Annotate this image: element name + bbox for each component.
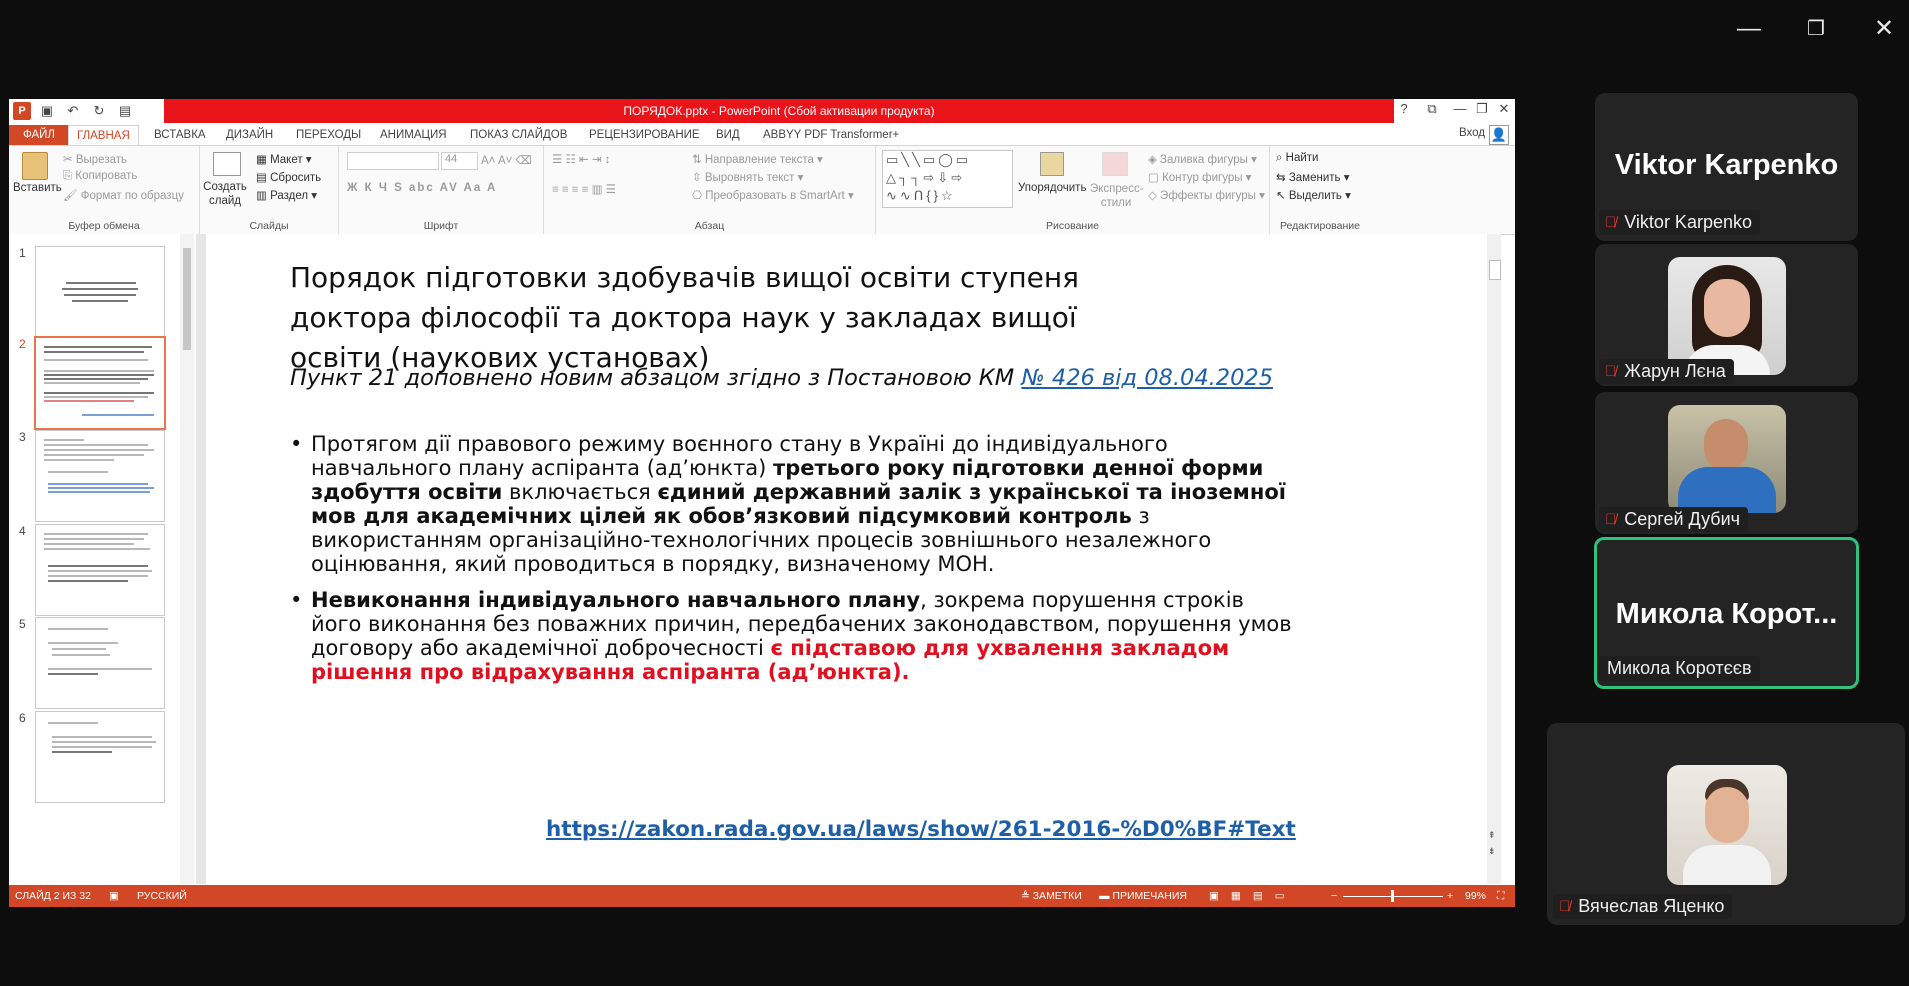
user-avatar-icon[interactable]: 👤 bbox=[1489, 125, 1509, 145]
tab-insert[interactable]: ВСТАВКА bbox=[154, 129, 206, 141]
copy-button[interactable] bbox=[63, 170, 137, 183]
close-button[interactable]: ✕ bbox=[1873, 15, 1895, 42]
replace-label: Заменить bbox=[1288, 172, 1341, 184]
cut-label: Вырезать bbox=[75, 154, 127, 166]
shadow-button[interactable]: S bbox=[394, 182, 404, 194]
paragraph-label: Абзац bbox=[694, 220, 725, 232]
change-case-button[interactable]: Aa bbox=[463, 182, 483, 194]
participant-tile[interactable] bbox=[1595, 244, 1858, 386]
zoom-level[interactable]: 99% bbox=[1465, 890, 1487, 902]
comment-icon: ▬ bbox=[1099, 890, 1113, 902]
tab-animation[interactable]: АНИМАЦИЯ bbox=[380, 129, 447, 141]
thumb-number: 1 bbox=[19, 246, 26, 260]
fill-label: Заливка фигуры bbox=[1160, 154, 1248, 166]
thumbnail-slide-2[interactable] bbox=[34, 336, 166, 430]
avatar-face bbox=[1704, 279, 1750, 337]
tab-review[interactable]: РЕЦЕНЗИРОВАНИЕ bbox=[589, 129, 700, 141]
bold-button[interactable]: Ж bbox=[347, 182, 360, 194]
paragraph-group bbox=[544, 146, 876, 234]
brush-icon: 🖌 bbox=[63, 190, 81, 202]
slide-subtitle[interactable] bbox=[290, 365, 1290, 391]
paste-icon[interactable] bbox=[22, 152, 48, 180]
view-buttons[interactable]: ▣▦▤▭ bbox=[1209, 890, 1297, 902]
editor-scrollbar[interactable] bbox=[1487, 234, 1501, 884]
redo-icon[interactable]: ↻ bbox=[93, 103, 105, 118]
fill-icon: ◈ bbox=[1148, 154, 1161, 166]
replace-icon: ⇆ bbox=[1276, 172, 1289, 184]
section-icon: ▥ bbox=[256, 190, 271, 202]
participant-name-tag bbox=[1599, 656, 1760, 681]
strikethrough-button[interactable]: abc bbox=[409, 182, 435, 194]
scissors-icon: ✂ bbox=[63, 154, 76, 166]
quick-styles-button[interactable]: Экспресс-стили bbox=[1090, 183, 1144, 209]
text-direction-button[interactable]: ⇅ Направление текста ▾ bbox=[692, 154, 823, 166]
font-name-select[interactable] bbox=[347, 152, 439, 170]
outline-icon: ▢ bbox=[1148, 172, 1163, 184]
participant-name: Вячеслав Яценко bbox=[1578, 896, 1725, 916]
bullet1-text2: включається bbox=[502, 480, 658, 504]
clipboard-label: Буфер обмена bbox=[68, 220, 140, 232]
participant-name-tag bbox=[1599, 210, 1760, 235]
slides-label: Слайды bbox=[249, 220, 289, 232]
drawing-label: Рисование bbox=[1046, 220, 1099, 232]
copy-icon: ⎘ bbox=[63, 170, 76, 182]
current-slide[interactable] bbox=[206, 234, 1487, 884]
participant-name: Viktor Karpenko bbox=[1624, 212, 1752, 232]
clipboard-group bbox=[9, 146, 200, 234]
font-group bbox=[339, 146, 544, 234]
participant-big-name: Viktor Karpenko bbox=[1614, 149, 1839, 181]
next-slide-icon[interactable]: ⇟ bbox=[1488, 846, 1496, 856]
participant-name: Микола Коротєєв bbox=[1607, 658, 1752, 678]
bullet-dot: • bbox=[290, 588, 303, 612]
list-buttons-icon[interactable]: ☰ ☷ ⇤ ⇥ ↕ bbox=[552, 154, 611, 166]
ppt-restore-button[interactable]: ❐ bbox=[1476, 101, 1488, 116]
font-size-select[interactable]: 44 bbox=[441, 152, 478, 170]
bullet1-bold: третього року підготовки денної форми здобуття освіти bbox=[311, 456, 1264, 504]
law-url-link[interactable]: https://zakon.rada.gov.ua/laws/show/261-2016-%D0%BF#Text bbox=[546, 817, 1296, 842]
undo-icon[interactable]: ↶ bbox=[67, 103, 79, 118]
bullet-1[interactable] bbox=[290, 432, 1300, 576]
cut-button[interactable] bbox=[63, 152, 127, 166]
bullet1-bold2: єдиний державний залік з української та іноземної мов для академічних цілей як обов’язковий підсумковий контроль bbox=[311, 480, 1286, 528]
bullet2-text: , зокрема порушення строків його виконання без поважних причин, передбачених законодавством, порушення умов договору або академічної доброчесності bbox=[311, 588, 1292, 660]
slide-thumbnails-panel bbox=[9, 234, 196, 884]
notes-button[interactable] bbox=[1021, 890, 1082, 902]
bullet1-text: Протягом дії правового режиму воєнного стану в Україні до індивідуального навчального плану аспіранта (ад’юнкта) bbox=[311, 432, 1168, 480]
scroll-thumb[interactable] bbox=[183, 248, 191, 350]
drawing-group bbox=[876, 146, 1270, 234]
align-text-label: Выровнять текст bbox=[704, 172, 795, 184]
title-bar bbox=[9, 99, 1515, 123]
zoom-slider-thumb[interactable] bbox=[1391, 890, 1394, 902]
ppt-minimize-button[interactable]: — bbox=[1453, 101, 1467, 116]
prev-slide-icon[interactable]: ⇞ bbox=[1488, 830, 1496, 840]
participant-name-tag bbox=[1599, 507, 1748, 532]
thumbnail-slide-3[interactable] bbox=[35, 430, 165, 522]
language-status[interactable]: РУССКИЙ bbox=[137, 890, 187, 902]
format-painter-button[interactable] bbox=[63, 188, 184, 202]
slides-group bbox=[200, 146, 339, 234]
reset-label: Сбросить bbox=[270, 172, 322, 184]
spellcheck-icon[interactable]: ▣ bbox=[109, 890, 119, 902]
window-title: ПОРЯДОК.pptx - PowerPoint (Сбой активации продукта) bbox=[164, 99, 1394, 123]
fit-slide-icon[interactable]: ⛶ bbox=[1497, 890, 1505, 902]
ribbon bbox=[9, 145, 1515, 235]
find-label: Найти bbox=[1285, 152, 1319, 164]
arrange-icon[interactable] bbox=[1040, 152, 1064, 176]
align-text-button[interactable]: ⇳ Выровнять текст ▾ bbox=[692, 172, 804, 184]
reset-button[interactable] bbox=[256, 170, 321, 184]
thumb-number: 3 bbox=[19, 430, 26, 444]
tab-slideshow[interactable]: ПОКАЗ СЛАЙДОВ bbox=[470, 129, 568, 141]
effects-label: Эффекты фигуры bbox=[1160, 190, 1256, 202]
new-slide-icon[interactable] bbox=[213, 152, 241, 176]
find-button[interactable] bbox=[1276, 152, 1318, 165]
section-label: Раздел bbox=[270, 190, 309, 202]
bullet-2[interactable] bbox=[290, 588, 1300, 684]
avatar-face bbox=[1704, 419, 1748, 471]
participant-name: Сергей Дубич bbox=[1624, 509, 1741, 529]
bullet-dot: • bbox=[290, 432, 303, 456]
zoom-in-button[interactable]: + bbox=[1447, 890, 1454, 902]
powerpoint-logo-icon: P bbox=[13, 102, 31, 120]
underline-button[interactable]: Ч bbox=[378, 182, 389, 194]
thumbnail-slide-6[interactable] bbox=[35, 711, 165, 803]
thumbnails-scrollbar[interactable] bbox=[180, 234, 194, 884]
effects-icon: ◇ bbox=[1148, 190, 1161, 202]
layout-button[interactable]: ▦ Макет ▾ bbox=[256, 154, 312, 166]
ribbon-options-button[interactable]: ⧉ bbox=[1427, 101, 1437, 116]
participant-name-tag bbox=[1553, 894, 1732, 919]
shape-fill-button[interactable]: ◈ Заливка фигуры ▾ bbox=[1148, 154, 1257, 166]
participant-tile-active-speaker[interactable] bbox=[1594, 537, 1859, 689]
bullet2-bold: Невиконання індивідуального навчального плану bbox=[311, 588, 921, 612]
copy-label: Копировать bbox=[75, 170, 138, 182]
thumb-number: 6 bbox=[19, 711, 26, 725]
grow-font-icon[interactable]: A˄ A˅ ⌫ bbox=[481, 155, 532, 167]
slide-editor bbox=[196, 234, 1501, 884]
participant-name-tag bbox=[1599, 359, 1734, 384]
editing-label: Редактирование bbox=[1280, 220, 1360, 232]
notes-label: ЗАМЕТКИ bbox=[1032, 890, 1082, 902]
participant-name: Жарун Лєна bbox=[1624, 361, 1726, 381]
spacing-button[interactable]: AV bbox=[439, 182, 459, 194]
editing-group bbox=[1270, 146, 1370, 234]
shape-outline-button[interactable]: ▢ Контур фигуры ▾ bbox=[1148, 172, 1252, 184]
arrange-button[interactable]: Упорядочить bbox=[1018, 182, 1087, 194]
outline-label: Контур фигуры bbox=[1162, 172, 1243, 184]
bullet2-red: є підставою для ухвалення закладом рішення про відрахування аспіранта (ад’юнкта). bbox=[311, 636, 1230, 684]
thumbnail-slide-1[interactable] bbox=[35, 246, 165, 338]
text-direction-icon: ⇅ bbox=[692, 154, 705, 166]
align-buttons-icon[interactable]: ≡ ≡ ≡ ≡ ▥ ☰ bbox=[552, 184, 616, 196]
avatar bbox=[1667, 765, 1787, 885]
font-label: Шрифт bbox=[423, 220, 459, 232]
smartart-icon: ⎔ bbox=[692, 190, 706, 202]
save-icon[interactable]: ▣ bbox=[40, 103, 54, 118]
smartart-label: Преобразовать в SmartArt bbox=[705, 190, 845, 202]
bullet1-text3: з використанням організаційно-технологічних процесів зовнішнього незалежного оцінювання, який проводиться в порядку, визначеному МОН. bbox=[311, 504, 1212, 576]
comments-button[interactable] bbox=[1099, 890, 1187, 902]
replace-button[interactable]: ⇆ Заменить ▾ bbox=[1276, 172, 1350, 184]
zoom-out-button[interactable]: − bbox=[1331, 890, 1338, 902]
select-icon: ↖ bbox=[1276, 190, 1289, 202]
italic-button[interactable]: К bbox=[364, 182, 374, 194]
thumb-number: 2 bbox=[19, 337, 26, 351]
section-button[interactable]: ▥ Раздел ▾ bbox=[256, 190, 318, 202]
participant-big-name: Микола Корот... bbox=[1615, 598, 1838, 630]
sign-in-link[interactable]: Вход bbox=[1458, 127, 1485, 139]
shapes-gallery[interactable]: ▭╲╲▭◯▭ △┐┐⇨⇩⇨ ∿∿ᑎ{}☆ bbox=[882, 150, 1013, 208]
new-slide-button[interactable]: Создать слайд bbox=[203, 181, 247, 207]
format-label: Формат по образцу bbox=[80, 190, 184, 202]
subtitle-text: Пункт 21 доповнено новим абзацом згідно з Постановою КМ bbox=[290, 365, 1022, 391]
tab-view[interactable]: ВИД bbox=[716, 129, 740, 141]
tab-transitions[interactable]: ПЕРЕХОДЫ bbox=[296, 129, 362, 141]
comments-label: ПРИМЕЧАНИЯ bbox=[1112, 890, 1187, 902]
help-button[interactable]: ? bbox=[1400, 101, 1408, 116]
tab-home[interactable]: ГЛАВНАЯ bbox=[68, 125, 139, 146]
shape-effects-button[interactable]: ◇ Эффекты фигуры ▾ bbox=[1148, 190, 1265, 202]
avatar-shirt bbox=[1683, 845, 1771, 885]
ppt-close-button[interactable]: ✕ bbox=[1498, 101, 1510, 116]
participant-tile[interactable] bbox=[1595, 93, 1858, 241]
layout-label: Макет bbox=[270, 154, 303, 166]
reset-icon: ▤ bbox=[256, 172, 271, 184]
minimize-button[interactable]: — bbox=[1737, 15, 1761, 42]
tab-abbyy[interactable]: ABBYY PDF Transformer+ bbox=[763, 129, 900, 141]
thumbnail-slide-5[interactable] bbox=[35, 617, 165, 709]
status-bar bbox=[9, 885, 1515, 907]
select-button[interactable]: ↖ Выделить ▾ bbox=[1276, 190, 1351, 202]
mic-muted-icon: 🎙̸ bbox=[1605, 363, 1617, 380]
tab-design[interactable]: ДИЗАЙН bbox=[226, 129, 274, 141]
layout-icon: ▦ bbox=[256, 154, 271, 166]
text-direction-label: Направление текста bbox=[704, 154, 814, 166]
avatar bbox=[1668, 257, 1786, 375]
find-icon: ⌕ bbox=[1276, 152, 1286, 164]
mic-muted-icon: 🎙̸ bbox=[1605, 511, 1617, 528]
quick-styles-icon[interactable] bbox=[1102, 152, 1128, 176]
select-label: Выделить bbox=[1288, 190, 1342, 202]
resolution-link[interactable]: № 426 від 08.04.2025 bbox=[1021, 365, 1274, 391]
quick-access-toolbar bbox=[13, 102, 135, 120]
thumb-number: 5 bbox=[19, 617, 26, 631]
restore-button[interactable]: ❐ bbox=[1807, 18, 1825, 40]
smartart-button[interactable]: ⎔ Преобразовать в SmartArt ▾ bbox=[692, 190, 854, 202]
notes-icon: ≜ bbox=[1021, 890, 1033, 902]
slide-counter: СЛАЙД 2 ИЗ 32 bbox=[15, 890, 91, 902]
slide-title[interactable]: Порядок підготовки здобувачів вищої освіти ступеня доктора філософії та доктора наук у закладах вищої освіти (наукових установах) bbox=[290, 261, 1080, 374]
powerpoint-window bbox=[9, 99, 1515, 907]
ribbon-tabs bbox=[9, 123, 1515, 145]
align-text-icon: ⇳ bbox=[692, 172, 705, 184]
participant-tile[interactable] bbox=[1547, 723, 1905, 925]
thumbnail-slide-4[interactable] bbox=[35, 524, 165, 616]
participant-tile[interactable] bbox=[1595, 392, 1858, 534]
mic-muted-icon: 🎙̸ bbox=[1559, 898, 1571, 915]
mic-muted-icon: 🎙̸ bbox=[1605, 214, 1617, 231]
avatar-face bbox=[1705, 787, 1749, 843]
paste-button[interactable]: Вставить bbox=[13, 182, 62, 194]
avatar bbox=[1668, 405, 1786, 513]
scroll-thumb[interactable] bbox=[1489, 260, 1501, 280]
font-color-button[interactable]: A bbox=[487, 182, 498, 194]
thumb-number: 4 bbox=[19, 524, 26, 538]
slideshow-icon[interactable]: ▤ bbox=[118, 103, 132, 118]
tab-file[interactable]: ФАЙЛ bbox=[9, 125, 69, 145]
font-style-buttons[interactable] bbox=[347, 182, 497, 194]
